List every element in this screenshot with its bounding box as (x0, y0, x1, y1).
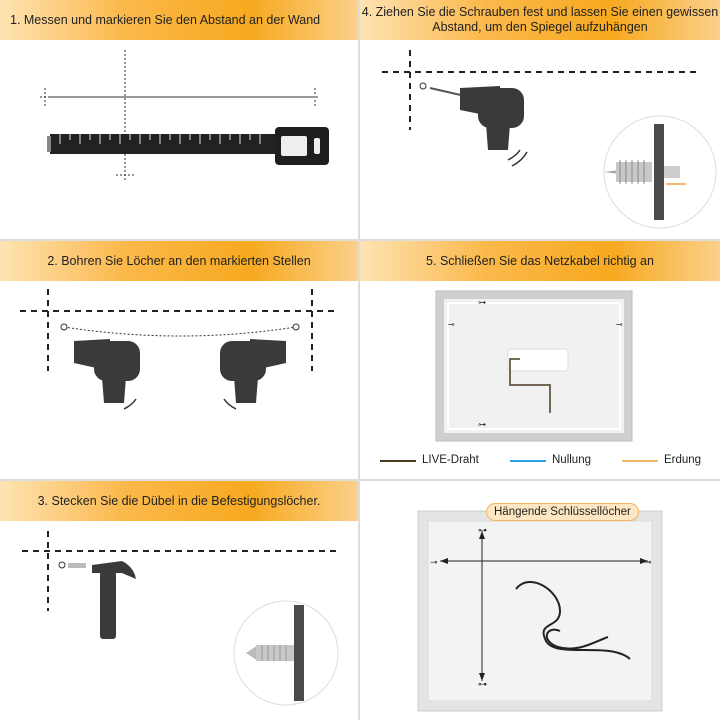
keyhole-callout: Hängende Schlüssellöcher (486, 503, 639, 521)
drill-icon-right (220, 339, 286, 409)
svg-text:⊸: ⊸ (430, 557, 438, 567)
step-3-panel (0, 481, 358, 720)
dowel-detail (234, 601, 338, 705)
step-2-panel (0, 241, 358, 479)
step-4-illustration (360, 0, 720, 239)
step-3-title: 3. Stecken Sie die Dübel in die Befestigungslöcher. (0, 481, 358, 521)
step-4-panel (360, 0, 720, 239)
svg-text:⊸: ⊸ (616, 320, 623, 329)
screw-detail (604, 116, 716, 228)
step-4-title: 4. Ziehen Sie die Schrauben fest und lassen Sie einen gewissen Abstand, um den Spiegel aufzuhängen (360, 0, 720, 40)
step-2-illustration (0, 241, 358, 479)
legend-live-label: LIVE-Draht (422, 454, 479, 466)
svg-text:⊶: ⊶ (478, 420, 486, 429)
svg-text:⊶: ⊶ (478, 525, 487, 535)
drill-icon-left (74, 339, 140, 409)
legend-neutral-label: Nullung (552, 454, 591, 466)
svg-text:⊶: ⊶ (478, 679, 487, 689)
step-5-illustration (360, 241, 720, 479)
svg-text:⊸: ⊸ (448, 320, 455, 329)
step-5-title: 5. Schließen Sie das Netzkabel richtig an (360, 241, 720, 281)
wire-legend (380, 453, 710, 469)
legend-live-line (380, 460, 416, 462)
svg-text:⊶: ⊶ (478, 298, 486, 307)
step-6-panel (360, 481, 720, 720)
legend-neutral-line (510, 460, 546, 462)
step-2-title: 2. Bohren Sie Löcher an den markierten Stellen (0, 241, 358, 281)
legend-ground-line (622, 460, 658, 462)
step-1-title: 1. Messen und markieren Sie den Abstand an der Wand (0, 0, 358, 40)
hammer-icon (92, 561, 136, 639)
legend-ground-label: Erdung (664, 454, 702, 466)
tape-measure-icon (47, 127, 329, 165)
step-1-panel (0, 0, 358, 239)
step-3-illustration (0, 481, 358, 720)
step-5-panel (360, 241, 720, 479)
step-1-illustration (0, 0, 358, 239)
svg-text:⊸: ⊸ (644, 557, 652, 567)
drill-icon (430, 86, 527, 166)
